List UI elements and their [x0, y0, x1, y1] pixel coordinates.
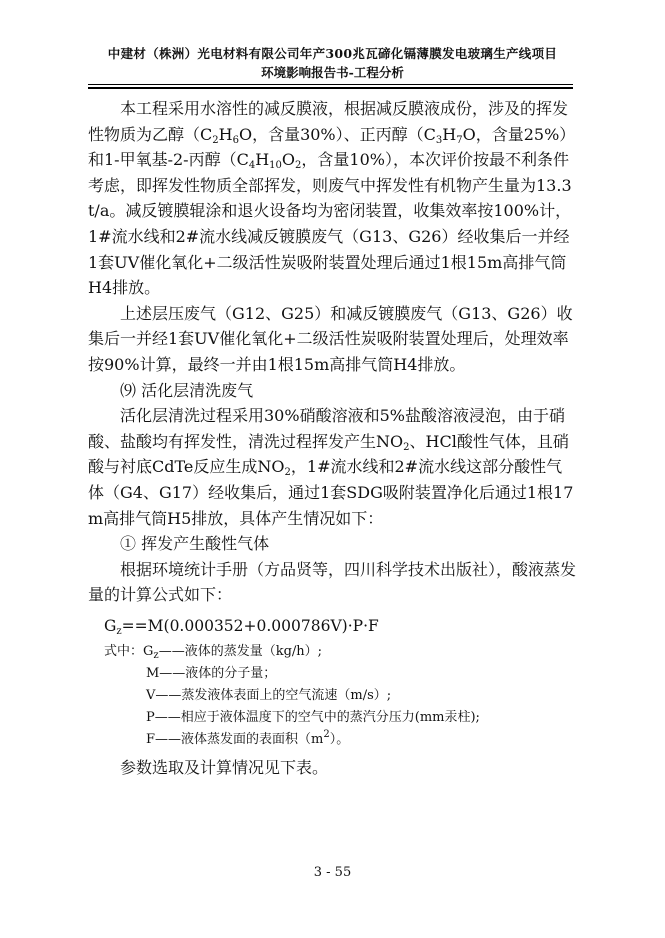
- heading-activation-cleaning: ⑼ 活化层清洗废气: [120, 380, 254, 400]
- header-rule-thin: [88, 84, 573, 85]
- document-body: [88, 96, 578, 781]
- text-run: O，含量25%）和1-甲氧基-2-丙醇（C: [88, 124, 576, 170]
- text-run: F——液体蒸发面的表面积（m: [146, 732, 324, 748]
- text-run: H: [255, 150, 270, 170]
- heading-acid-gas: ① 挥发产生酸性气体: [120, 534, 270, 554]
- text-run: ==M(0.000352+0.000786V)·P·F: [121, 616, 379, 635]
- text-run: H: [442, 124, 457, 144]
- text-run: 式中：: [104, 644, 144, 660]
- paragraph-table-intro: 参数选取及计算情况见下表。: [120, 758, 329, 778]
- subscript: 7: [456, 134, 463, 146]
- legend-row-p: P——相应于液体温度下的空气中的蒸汽分压力(mm汞柱);: [146, 710, 480, 726]
- subscript: 6: [232, 134, 239, 146]
- paragraph-antireflection: [88, 96, 578, 301]
- text-run: ——液体的蒸发量（kg/h）;: [158, 644, 323, 660]
- text-run: G: [143, 644, 154, 660]
- evaporation-formula: [88, 614, 578, 640]
- paragraph-combined-treatment: 上述层压废气（G12、G25）和减反镀膜废气（G13、G26）收集后一并经1套UV催化氧化+二级活性炭吸附装置处理后，处理效率按90%计算，最终一并由1根15m高排气筒H4排放。: [88, 303, 573, 374]
- text-run: O: [281, 150, 296, 170]
- text-run: ，含量10%），本次评价按最不利条件考虑，即挥发性物质全部挥发，则废气中挥发性有机物产生量为13.3 t/a。减反镀膜辊涂和退火设备均为密闭装置，收集效率按100%计，1#流水线和2#流水线减反镀膜废气（G13、G26）经收集后一并经1套UV催化氧化+二级活性炭吸附装置处理后通过1根15m高排气筒H4排放。: [88, 150, 572, 298]
- paragraph-formula-source: 根据环境统计手册（方品贤等，四川科学技术出版社），酸液蒸发量的计算公式如下：: [88, 559, 577, 605]
- text-run: G: [104, 616, 117, 635]
- header-rule-thick: [88, 87, 573, 89]
- page-number: 3 - 55: [313, 865, 352, 880]
- subscript: 2: [212, 134, 219, 146]
- formula-legend: [88, 641, 578, 751]
- subscript: 10: [269, 160, 282, 172]
- text-run: 活化层清洗过程采用30%硝酸溶液和5%盐酸溶液浸泡，由于硝酸、盐酸均有挥发性，清洗过程挥发产生NO: [88, 406, 565, 451]
- text-run: ）。: [329, 732, 350, 748]
- text-run: O，含量30%）、正丙醇（C: [238, 124, 436, 144]
- subscript: 3: [435, 134, 443, 146]
- subscript: z: [153, 650, 159, 662]
- legend-row-m: M——液体的分子量；: [146, 666, 277, 682]
- text-run: H: [218, 124, 233, 144]
- text-run: 本工程采用水溶性的减反膜液，根据减反膜液成份，涉及的挥发性物质为乙醇（C: [88, 99, 569, 144]
- subscript: z: [116, 625, 122, 637]
- header-section-title: 环境影响报告书-工程分析: [261, 65, 404, 80]
- subscript: 2: [403, 441, 410, 453]
- subscript: 2: [284, 467, 291, 479]
- text-run: 、HCl酸性气体，且硝酸与衬底CdTe反应生成NO: [88, 431, 569, 477]
- legend-row-v: V——蒸发液体表面上的空气流速（m/s）;: [146, 688, 392, 704]
- subscript: 4: [248, 160, 256, 172]
- header-project-title: 中建材（株洲）光电材料有限公司年产300兆瓦碲化镉薄膜发电玻璃生产线项目: [107, 46, 558, 61]
- page-header: [0, 44, 665, 82]
- text-run: ，1#流水线和2#流水线这部分酸性气体（G4、G17）经收集后，通过1套SDG吸附装置净化后通过1根17 m高排气筒H5排放，具体产生情况如下：: [88, 457, 574, 528]
- subscript: 2: [295, 160, 302, 172]
- superscript: 2: [323, 729, 330, 741]
- paragraph-acid-cleaning: [88, 403, 578, 531]
- legend-row-gz: [88, 641, 578, 663]
- legend-row-f: [88, 729, 578, 751]
